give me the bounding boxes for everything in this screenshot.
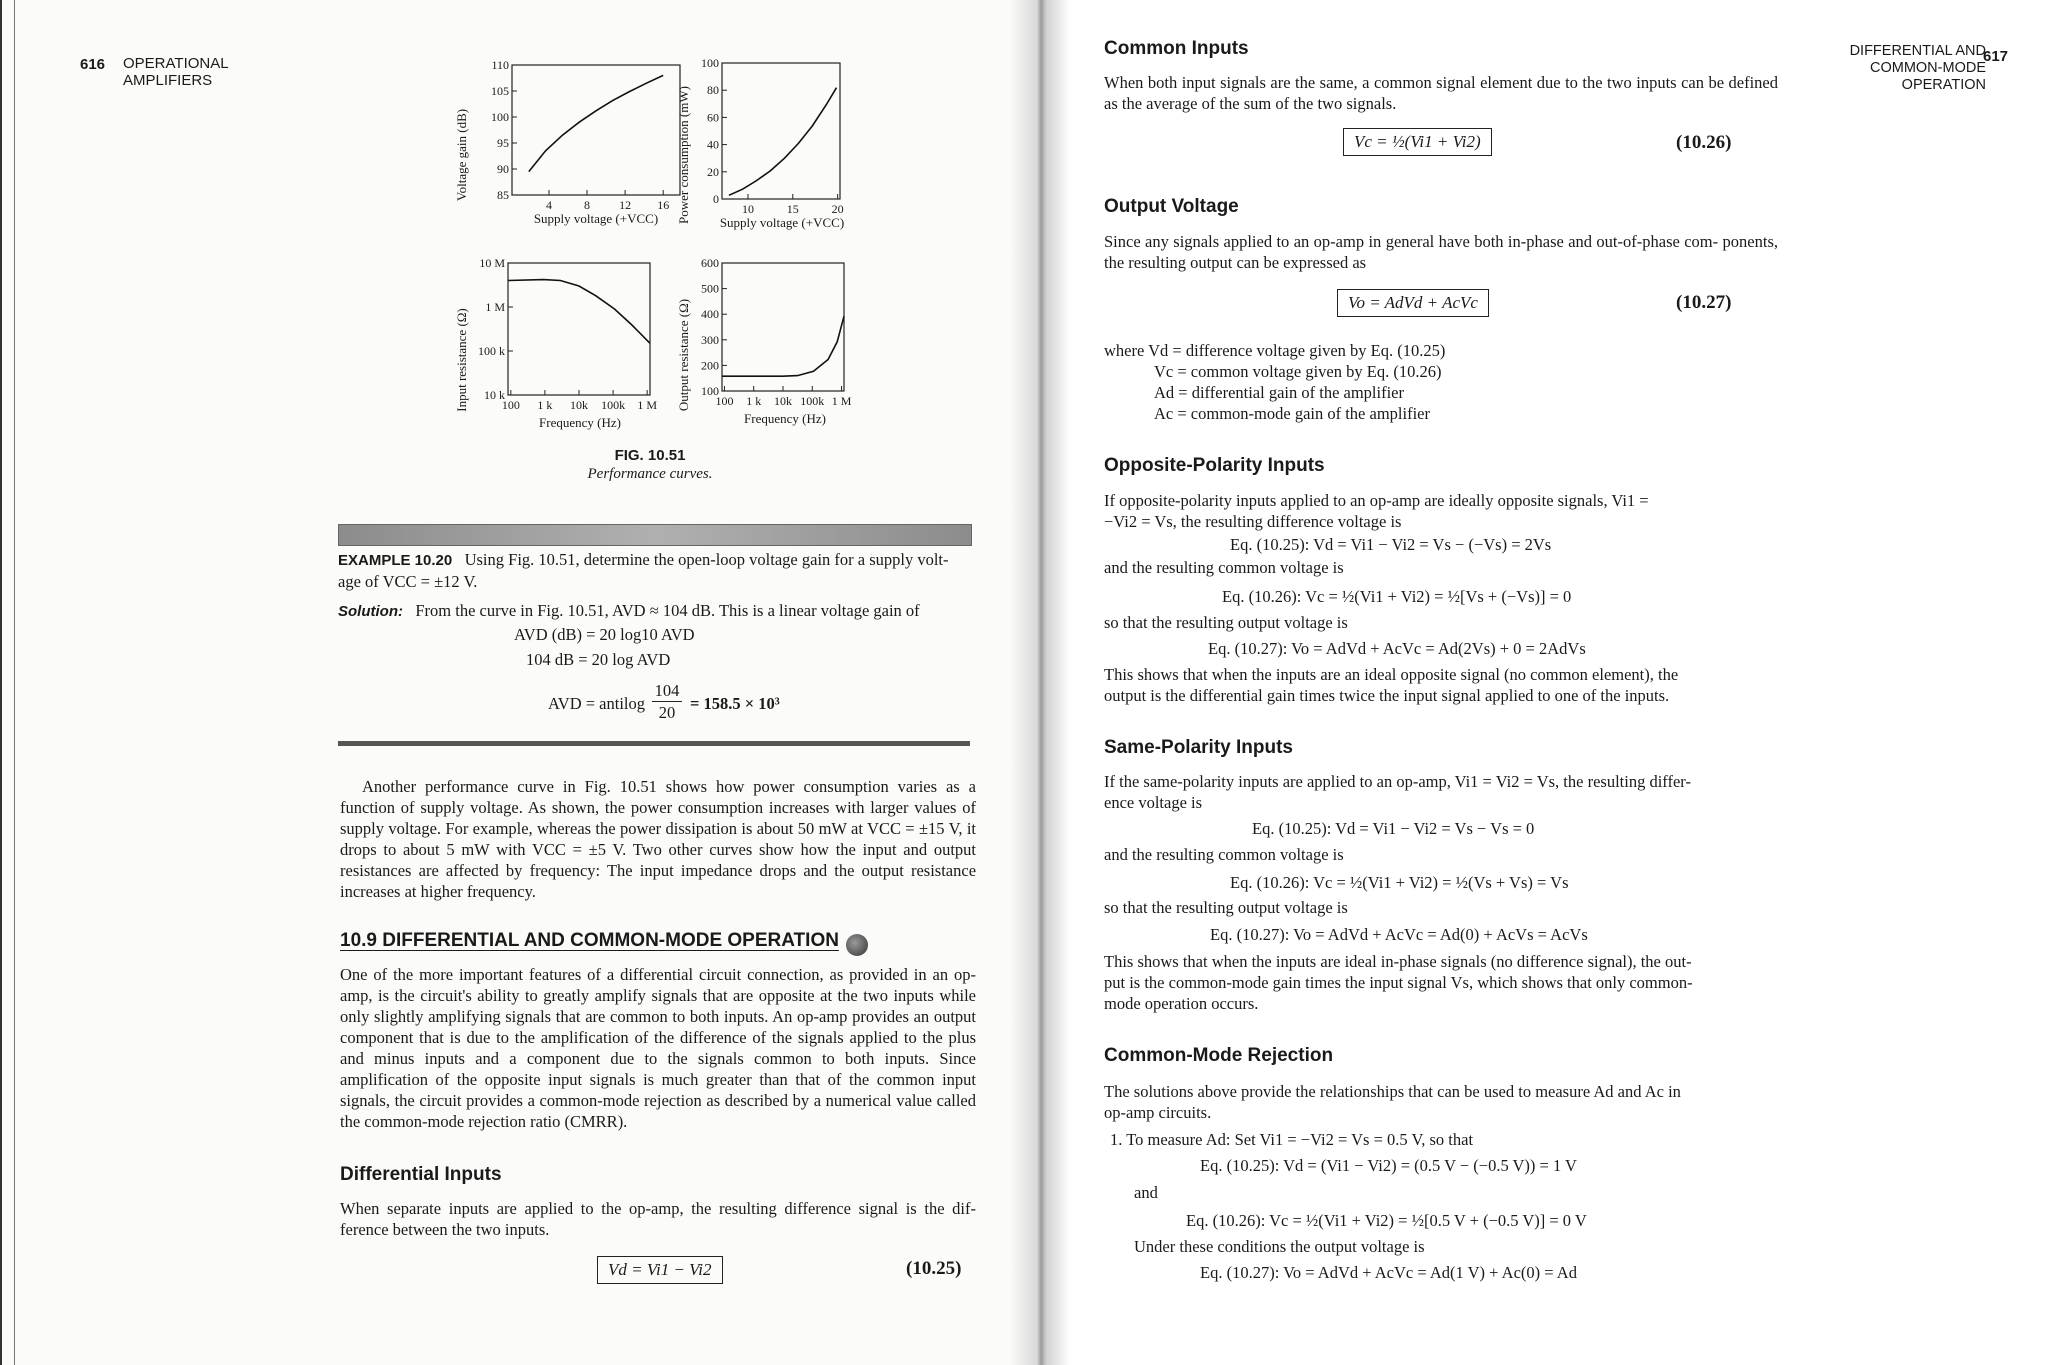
right-page	[1040, 0, 2048, 1365]
equation-10-27-number: (10.27)	[1676, 292, 1732, 313]
cmr-line: and	[1134, 1183, 1158, 1202]
heading-common-mode-rejection: Common-Mode Rejection	[1104, 1045, 1334, 1066]
text-line: of supply voltage. For example, whereas the power dissipation is about 50 mW at	[340, 798, 976, 838]
chart1-ylabel: Voltage gain (dB)	[454, 108, 469, 202]
text-line: One of the more important features of a differential circuit connection, as provided in an	[340, 965, 949, 984]
x-tick-label: 100	[715, 394, 734, 408]
running-head-right	[1800, 43, 1986, 94]
chart-power-consumption	[676, 56, 844, 230]
chart3-series-line	[508, 280, 650, 344]
chart-input-resistance	[454, 256, 657, 430]
text-line: to the plus and minus inputs and a component due to the signals common to both inputs.	[340, 1028, 976, 1068]
text-line: When separate inputs are applied to the op-amp, the resulting difference signal is the dif-	[340, 1199, 976, 1218]
text-line: Another performance curve in Fig. 10.51 shows how power consumption varies as a	[362, 777, 976, 796]
y-tick-label: 95	[497, 136, 509, 150]
heading-differential-inputs: Differential Inputs	[340, 1164, 502, 1185]
chart3-ylabel: Input resistance (Ω)	[454, 308, 469, 412]
performance-curves-figure	[440, 55, 880, 440]
opposite-line: If opposite-polarity inputs applied to an op-amp are ideally opposite signals, Vi1 =	[1104, 491, 1649, 510]
x-tick-label: 10k	[774, 394, 792, 408]
text-line: while only slightly amplifying signals that are common to both inputs. An op-amp provides	[340, 986, 976, 1026]
text-line: When both input signals are the same, a common signal element due to the two inputs can	[1104, 73, 1704, 92]
example-solution	[338, 600, 978, 622]
opposite-eq-10-26: Eq. (10.26): Vc = ½(Vi1 + Vi2) = ½[Vs + (−Vs)] = 0	[1222, 587, 1572, 606]
figure-caption-number: FIG. 10.51	[614, 447, 686, 464]
x-tick-label: 12	[619, 198, 632, 212]
where-line-ac: Ac = common-mode gain of the amplifier	[1154, 404, 1430, 423]
y-tick-label: 400	[701, 307, 719, 322]
text-line: Since any signals applied to an op-amp in general have both in-phase and out-of-phase com-	[1104, 232, 1719, 251]
cmr-line: Under these conditions the output voltage is	[1134, 1237, 1425, 1256]
equation-10-27-box: Vo = AdVd + AcVc	[1337, 289, 1489, 317]
y-tick-label: 200	[701, 358, 719, 373]
paragraph-output	[1104, 231, 1778, 273]
running-head-line: OPERATION	[1901, 77, 1986, 93]
page-number-right: 617	[1983, 48, 2009, 65]
where-line-ad: Ad = differential gain of the amplifier	[1154, 383, 1404, 402]
chart4-ylabel: Output resistance (Ω)	[676, 298, 691, 412]
y-tick-label: 105	[491, 84, 509, 98]
y-tick-label: 85	[497, 188, 509, 202]
y-tick-label: 60	[707, 110, 719, 125]
figure-caption-text: Performance curves.	[587, 466, 713, 482]
opposite-line: output is the differential gain times twice the input signal applied to one of the inputs.	[1104, 686, 1670, 705]
text-line: Since amplification of the opposite input signals is much greater than that of the common	[340, 1049, 977, 1089]
y-tick-label: 10 k	[484, 388, 505, 402]
y-tick-label: 110	[491, 58, 509, 72]
equation-10-25-number: (10.25)	[906, 1258, 962, 1279]
same-line: so that the resulting output voltage is	[1104, 898, 1348, 917]
solution-label: Solution:	[338, 603, 403, 620]
heading-output-voltage: Output Voltage	[1104, 196, 1239, 217]
paragraph-performance	[340, 776, 976, 902]
same-line: ence voltage is	[1104, 793, 1203, 812]
x-tick-label: 100k	[601, 398, 626, 412]
text-line: function of supply voltage. As shown, the power consumption increases with larger values	[340, 798, 957, 817]
example-text-line1: Using Fig. 10.51, determine the open-loop voltage gain for a supply volt-	[464, 550, 949, 569]
text-line: value called the common-mode rejection ratio (CMRR).	[340, 1091, 977, 1131]
paragraph-section	[340, 964, 976, 1132]
y-tick-label: 0	[713, 192, 719, 206]
x-tick-label: 1 k	[537, 398, 553, 412]
y-tick-label: 500	[701, 281, 719, 296]
cmr-eq-10-26: Eq. (10.26): Vc = ½(Vi1 + Vi2) = ½[0.5 V + (−0.5 V)] = 0 V	[1186, 1211, 1587, 1230]
same-eq-10-26: Eq. (10.26): Vc = ½(Vi1 + Vi2) = ½(Vs + Vs) = Vs	[1230, 873, 1569, 892]
x-tick-label: 4	[545, 198, 552, 212]
cmr-eq-10-25: Eq. (10.25): Vd = (Vi1 − Vi2) = (0.5 V − (−0.5 V)) = 1 V	[1200, 1156, 1577, 1175]
where-line-vd: where Vd = difference voltage given by Eq. (10.25)	[1104, 341, 1446, 360]
same-line: put is the common-mode gain times the input signal Vs, which shows that only common-	[1104, 973, 1693, 992]
heading-common-inputs: Common Inputs	[1104, 38, 1249, 59]
cmr-step-1: 1. To measure Ad: Set Vi1 = −Vi2 = Vs = 0.5 V, so that	[1110, 1130, 1474, 1149]
solution-eq3-numerator: 104	[652, 680, 682, 702]
x-tick-label: 1 k	[746, 394, 762, 408]
y-tick-label: 100 k	[478, 344, 505, 358]
y-tick-label: 100	[491, 110, 509, 124]
y-tick-label: 90	[497, 162, 509, 176]
text-line: ponents, the resulting output can be expressed as	[1104, 232, 1778, 272]
equation-10-26-number: (10.26)	[1676, 132, 1732, 153]
chart4-xlabel: Frequency (Hz)	[744, 411, 826, 426]
page-number-left: 616	[80, 56, 106, 73]
heading-same-polarity: Same-Polarity Inputs	[1104, 737, 1293, 758]
same-line: and the resulting common voltage is	[1104, 845, 1344, 864]
where-line-vc: Vc = common voltage given by Eq. (10.26)	[1154, 362, 1442, 381]
y-tick-label: 100	[701, 56, 719, 70]
solution-text: From the curve in Fig. 10.51, AVD ≈ 104 dB. This is a linear voltage gain of	[415, 601, 920, 620]
cmr-eq-10-27: Eq. (10.27): Vo = AdVd + AcVc = Ad(1 V) + Ac(0) = Ad	[1200, 1263, 1577, 1282]
x-tick-label: 1 M	[831, 394, 852, 408]
text-line: ference between the two inputs.	[340, 1220, 550, 1239]
opposite-eq-10-25: Eq. (10.25): Vd = Vi1 − Vi2 = Vs − (−Vs) = 2Vs	[1230, 535, 1552, 554]
opposite-eq-10-27: Eq. (10.27): Vo = AdVd + AcVc = Ad(2Vs) + 0 = 2AdVs	[1208, 639, 1586, 658]
y-tick-label: 1 M	[485, 300, 505, 314]
running-head-left	[123, 55, 229, 89]
chart4-series-line	[722, 316, 844, 376]
example-prompt	[338, 549, 970, 592]
cmr-line: The solutions above provide the relationships that can be used to measure Ad and Ac in	[1104, 1082, 1681, 1101]
example-label: EXAMPLE 10.20	[338, 552, 453, 569]
x-tick-label: 100	[501, 398, 520, 412]
chart3-xlabel: Frequency (Hz)	[539, 415, 621, 430]
chart2-ylabel: Power consumption (mW)	[676, 86, 691, 224]
chart1-series-line	[529, 75, 663, 171]
book-edge	[0, 0, 15, 1365]
opposite-line: This shows that when the inputs are an ideal opposite signal (no common element), the	[1104, 665, 1679, 684]
text-line: output resistance increases at higher frequency.	[340, 861, 977, 901]
section-heading-10-9: 10.9 DIFFERENTIAL AND COMMON-MODE OPERATION	[340, 930, 839, 951]
text-line: VCC = ±15 V, it drops to about 5 mW with VCC = ±5 V. Two other curves show how the	[340, 819, 977, 859]
solution-eq1: AVD (dB) = 20 log10 AVD	[514, 625, 695, 644]
running-head-line: OPERATIONAL	[123, 55, 229, 72]
text-line: op-amp, is the circuit's ability to greatly amplify signals that are opposite at the two inputs	[340, 965, 976, 1005]
example-end-rule	[338, 741, 970, 746]
x-tick-label: 8	[584, 198, 591, 212]
x-tick-label: 1 M	[637, 398, 657, 412]
text-line: an output component that is due to the amplification of the difference of the signals applied	[340, 1007, 977, 1047]
x-tick-label: 10	[741, 202, 754, 216]
chart-voltage-gain	[454, 58, 680, 226]
same-line: If the same-polarity inputs are applied to an op-amp, Vi1 = Vi2 = Vs, the resulting differ-	[1104, 772, 1691, 791]
example-band	[338, 524, 972, 546]
solution-eq2: 104 dB = 20 log AVD	[526, 650, 671, 669]
paragraph-differential	[340, 1198, 976, 1240]
text-line: input signals, the circuit provides a common-mode rejection as described by a numerical	[340, 1070, 976, 1110]
x-tick-label: 20	[831, 202, 844, 216]
chart2-series-line	[729, 88, 837, 196]
heading-opposite-polarity: Opposite-Polarity Inputs	[1104, 455, 1325, 476]
chart2-xlabel: Supply voltage (+VCC)	[719, 215, 845, 230]
opposite-line: and the resulting common voltage is	[1104, 558, 1344, 577]
same-eq-10-27: Eq. (10.27): Vo = AdVd + AcVc = Ad(0) + AcVs = AcVs	[1210, 925, 1588, 944]
y-tick-label: 600	[701, 256, 719, 270]
x-tick-label: 10k	[570, 398, 588, 412]
chart2-frame	[722, 63, 840, 199]
chart-output-resistance	[676, 256, 852, 426]
x-tick-label: 16	[657, 198, 670, 212]
same-line: This shows that when the inputs are ideal in-phase signals (no difference signal), the out-	[1104, 952, 1692, 971]
y-tick-label: 20	[707, 164, 719, 179]
opposite-line: so that the resulting output voltage is	[1104, 613, 1348, 632]
same-eq-10-25: Eq. (10.25): Vd = Vi1 − Vi2 = Vs − Vs = 0	[1252, 819, 1535, 838]
x-tick-label: 100k	[800, 394, 825, 408]
chart1-xlabel: Supply voltage (+VCC)	[533, 211, 659, 226]
running-head-line: AMPLIFIERS	[123, 72, 213, 89]
solution-eq3-right: = 158.5 × 10³	[690, 694, 780, 713]
running-head-line: COMMON-MODE	[1870, 60, 1986, 76]
section-bullet-icon	[846, 934, 868, 956]
y-tick-label: 40	[707, 137, 719, 152]
paragraph-common	[1104, 72, 1778, 114]
y-tick-label: 100	[701, 384, 719, 398]
chart3-frame	[508, 263, 650, 395]
equation-10-25-box: Vd = Vi1 − Vi2	[597, 1256, 723, 1284]
chart4-frame	[722, 263, 844, 391]
opposite-line: −Vi2 = Vs, the resulting difference voltage is	[1104, 512, 1402, 531]
solution-eq3-left: AVD = antilog	[548, 694, 646, 713]
equation-10-26-box: Vc = ½(Vi1 + Vi2)	[1343, 128, 1492, 156]
example-text-line2: age of VCC = ±12 V.	[338, 572, 478, 591]
x-tick-label: 15	[786, 202, 799, 216]
running-head-line: DIFFERENTIAL AND	[1849, 43, 1986, 59]
text-line: be defined as the average of the sum of the two signals.	[1104, 73, 1778, 113]
text-line: input and output resistances are affected by frequency: The input impedance drops and the	[340, 840, 976, 880]
cmr-line: op-amp circuits.	[1104, 1103, 1212, 1122]
y-tick-label: 300	[701, 332, 719, 347]
y-tick-label: 10 M	[479, 256, 505, 270]
y-tick-label: 80	[707, 83, 719, 98]
same-line: mode operation occurs.	[1104, 994, 1259, 1013]
solution-eq3-denominator: 20	[658, 703, 676, 722]
chart1-frame	[512, 65, 680, 195]
